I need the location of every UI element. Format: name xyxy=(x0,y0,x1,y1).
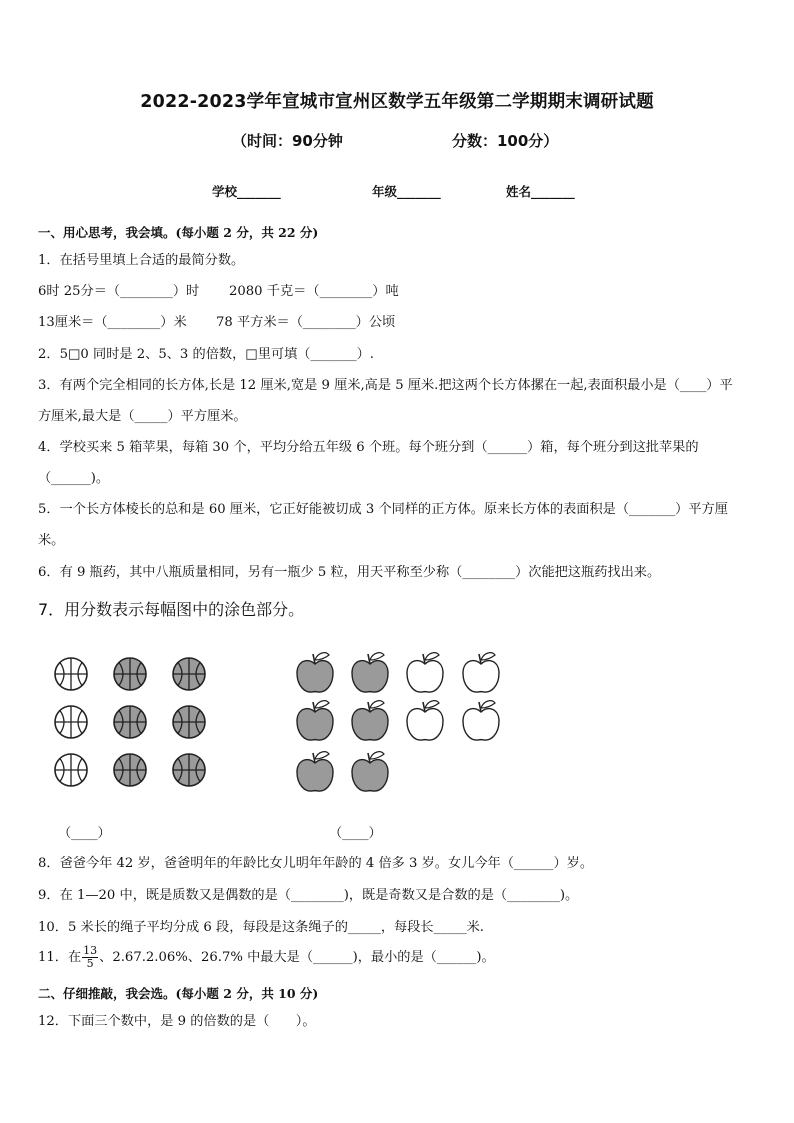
question-11 xyxy=(38,945,495,970)
question-8: 8．爸爸今年 42 岁，爸爸明年的年龄比女儿明年年龄的 4 倍多 3 岁。女儿今年（______）岁。 xyxy=(38,856,594,871)
basketball-shaded-icon xyxy=(173,754,205,786)
grade-field: 年级_______ xyxy=(372,184,441,199)
question-10: 10．5 米长的绳子平均分成 6 段，每段是这条绳子的_____，每段长_____米. xyxy=(38,920,484,935)
apple-shaded-icon xyxy=(352,752,388,791)
basketball-shaded-icon xyxy=(173,706,205,738)
question-6: 6．有 9 瓶药，其中八瓶质量相同，另有一瓶少 5 粒，用天平称至少称（________）次能把这瓶药找出来。 xyxy=(38,565,661,580)
apple-shaded-icon xyxy=(297,701,333,740)
section1-heading: 一、用心思考，我会填。(每小题 2 分，共 22 分) xyxy=(38,225,319,240)
apple-shaded-icon xyxy=(297,653,333,692)
basketball-icon xyxy=(55,658,87,690)
question-7-figures xyxy=(0,640,794,815)
question-11-suffix: 、2.67.2.06%、26.7% 中最大是（______)，最小的是（______)。 xyxy=(99,950,495,965)
question-2: 2．5□0 同时是 2、5、3 的倍数，□里可填（_______）. xyxy=(38,347,374,362)
school-field: 学校_______ xyxy=(212,184,281,199)
apple-icon xyxy=(463,653,499,692)
apple-icon xyxy=(407,653,443,692)
basketball-icon xyxy=(55,706,87,738)
name-field: 姓名_______ xyxy=(506,184,575,199)
apple-icon xyxy=(407,701,443,740)
question-3-line2: 方厘米,最大是（_____）平方厘米。 xyxy=(38,409,247,424)
question-1a: 6时 25分＝（________）时 xyxy=(38,284,200,299)
fraction-numerator: 13 xyxy=(83,944,98,957)
apple-shaded-icon xyxy=(352,701,388,740)
question-7-blank-2: （____） xyxy=(329,826,382,841)
question-1c: 13厘米＝（________）米 xyxy=(38,315,187,330)
fraction-13-over-5 xyxy=(82,945,98,970)
question-7: 7．用分数表示每幅图中的涂色部分。 xyxy=(38,600,305,619)
question-7-blank-1: （____） xyxy=(58,826,111,841)
question-1: 1．在括号里填上合适的最简分数。 xyxy=(38,253,245,268)
question-9: 9．在 1—20 中，既是质数又是偶数的是（________)，既是奇数又是合数的是（________)。 xyxy=(38,888,579,903)
apple-shaded-icon xyxy=(297,752,333,791)
question-3-line1: 3．有两个完全相同的长方体,长是 12 厘米,宽是 9 厘米,高是 5 厘米.把这两个长方体摞在一起,表面积最小是（____）平 xyxy=(38,378,733,393)
page-title: 2022-2023学年宣城市宣州区数学五年级第二学期期末调研试题 xyxy=(140,92,654,112)
question-1b: 2080 千克＝（________）吨 xyxy=(229,284,399,299)
basketball-shaded-icon xyxy=(114,658,146,690)
question-11-prefix: 11．在 xyxy=(38,950,82,965)
basketball-shaded-icon xyxy=(114,706,146,738)
question-5-line1: 5．一个长方体棱长的总和是 60 厘米，它正好能被切成 3 个同样的正方体。原来长方体的表面积是（_______）平方厘 xyxy=(38,502,728,517)
basketball-icon xyxy=(55,754,87,786)
question-12: 12．下面三个数中，是 9 的倍数的是（ ）。 xyxy=(38,1014,316,1029)
question-4-line1: 4．学校买来 5 箱苹果，每箱 30 个，平均分给五年级 6 个班。每个班分到（______）箱，每个班分到这批苹果的 xyxy=(38,440,699,455)
question-1d: 78 平方米＝（________）公顷 xyxy=(216,315,396,330)
fraction-denominator: 5 xyxy=(86,957,94,970)
basketball-shaded-icon xyxy=(114,754,146,786)
exam-score: 分数：100分） xyxy=(452,132,559,150)
exam-time: （时间：90分钟 xyxy=(232,132,343,150)
basketball-shaded-icon xyxy=(173,658,205,690)
apple-shaded-icon xyxy=(352,653,388,692)
apple-icon xyxy=(463,701,499,740)
section2-heading: 二、仔细推敲，我会选。(每小题 2 分，共 10 分) xyxy=(38,986,319,1001)
question-5-line2: 米。 xyxy=(38,533,65,548)
question-4-line2: （______)。 xyxy=(38,471,110,486)
